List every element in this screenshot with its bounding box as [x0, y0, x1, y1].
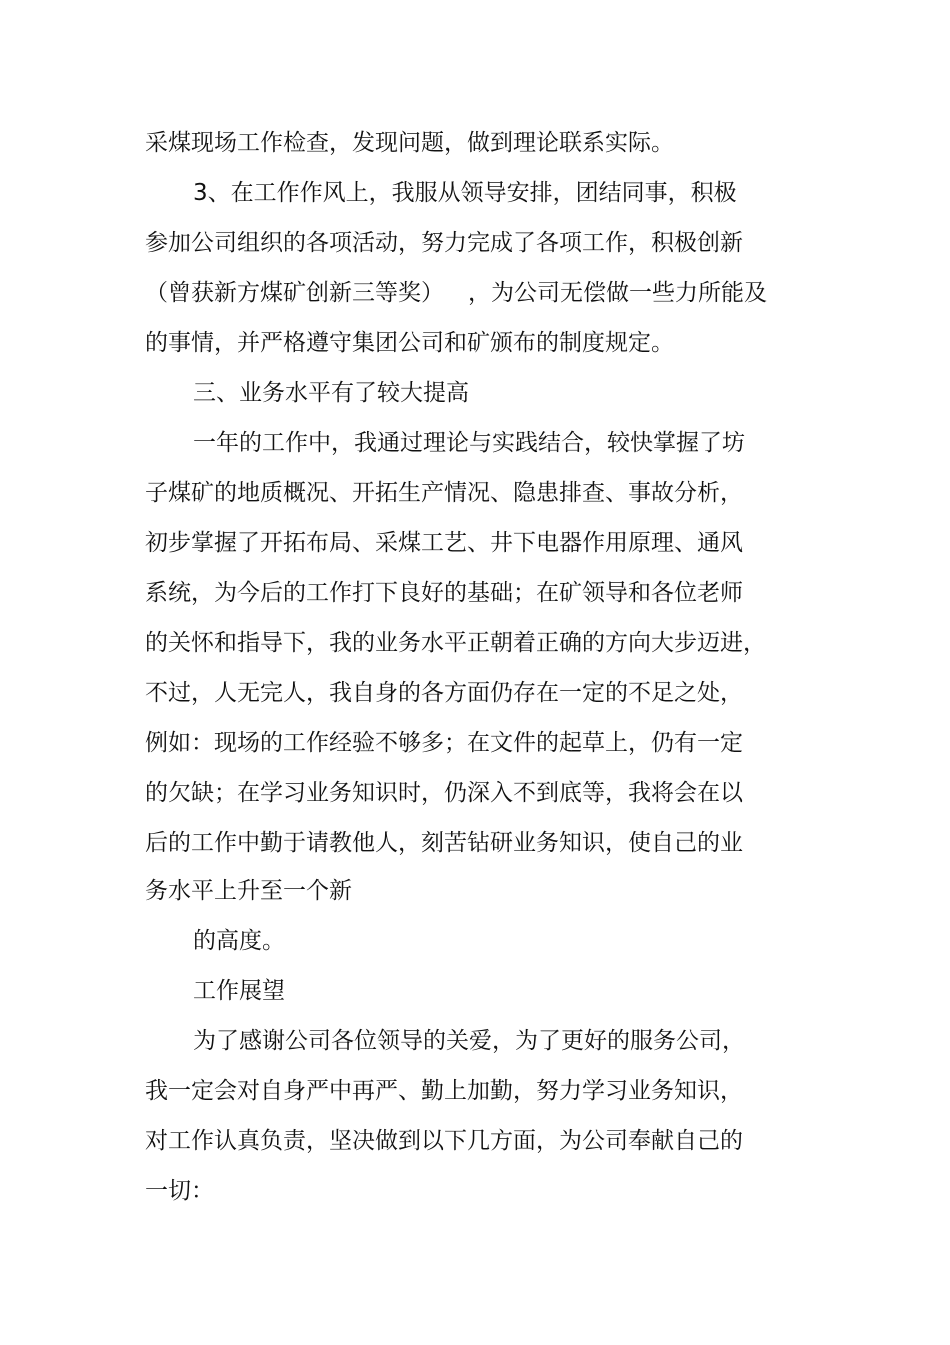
text-line: 系统，为今后的工作打下良好的基础；在矿领导和各位老师 [145, 580, 743, 606]
text-line: 3、在工作作风上，我服从领导安排，团结同事，积极 [193, 180, 737, 206]
text-line: 不过，人无完人，我自身的各方面仍存在一定的不足之处， [145, 680, 743, 706]
text-line: 后的工作中勤于请教他人，刻苦钻研业务知识，使自己的业 [145, 830, 743, 856]
text-line: （曾获新方煤矿创新三等奖） [145, 280, 444, 306]
section-heading: 工作展望 [193, 978, 285, 1004]
text-line: 例如：现场的工作经验不够多；在文件的起草上，仍有一定 [145, 730, 743, 756]
text-line: 一年的工作中，我通过理论与实践结合，较快掌握了坊 [193, 430, 745, 456]
text-line: 初步掌握了开拓布局、采煤工艺、井下电器作用原理、通风 [145, 530, 743, 556]
text-line: 一切： [145, 1178, 214, 1204]
text-line: 务水平上升至一个新 [145, 878, 352, 904]
text-line: 的高度。 [193, 928, 285, 954]
text-line: 对工作认真负责，坚决做到以下几方面，为公司奉献自己的 [145, 1128, 743, 1154]
text-line: 为了感谢公司各位领导的关爱，为了更好的服务公司， [193, 1028, 745, 1054]
text-line: 我一定会对自身严中再严、勤上加勤，努力学习业务知识， [145, 1078, 743, 1104]
text-line: ，为公司无偿做一些力所能及 [468, 280, 767, 306]
text-line: 参加公司组织的各项活动，努力完成了各项工作，积极创新 [145, 230, 743, 256]
section-heading: 三、业务水平有了较大提高 [193, 380, 469, 406]
text-line: 的欠缺；在学习业务知识时，仍深入不到底等，我将会在以 [145, 780, 743, 806]
text-line: 子煤矿的地质概况、开拓生产情况、隐患排查、事故分析， [145, 480, 743, 506]
text-line: 采煤现场工作检查，发现问题，做到理论联系实际。 [145, 130, 674, 156]
text-line: 的关怀和指导下，我的业务水平正朝着正确的方向大步迈进， [145, 630, 766, 656]
text-line: 的事情，并严格遵守集团公司和矿颁布的制度规定。 [145, 330, 674, 356]
